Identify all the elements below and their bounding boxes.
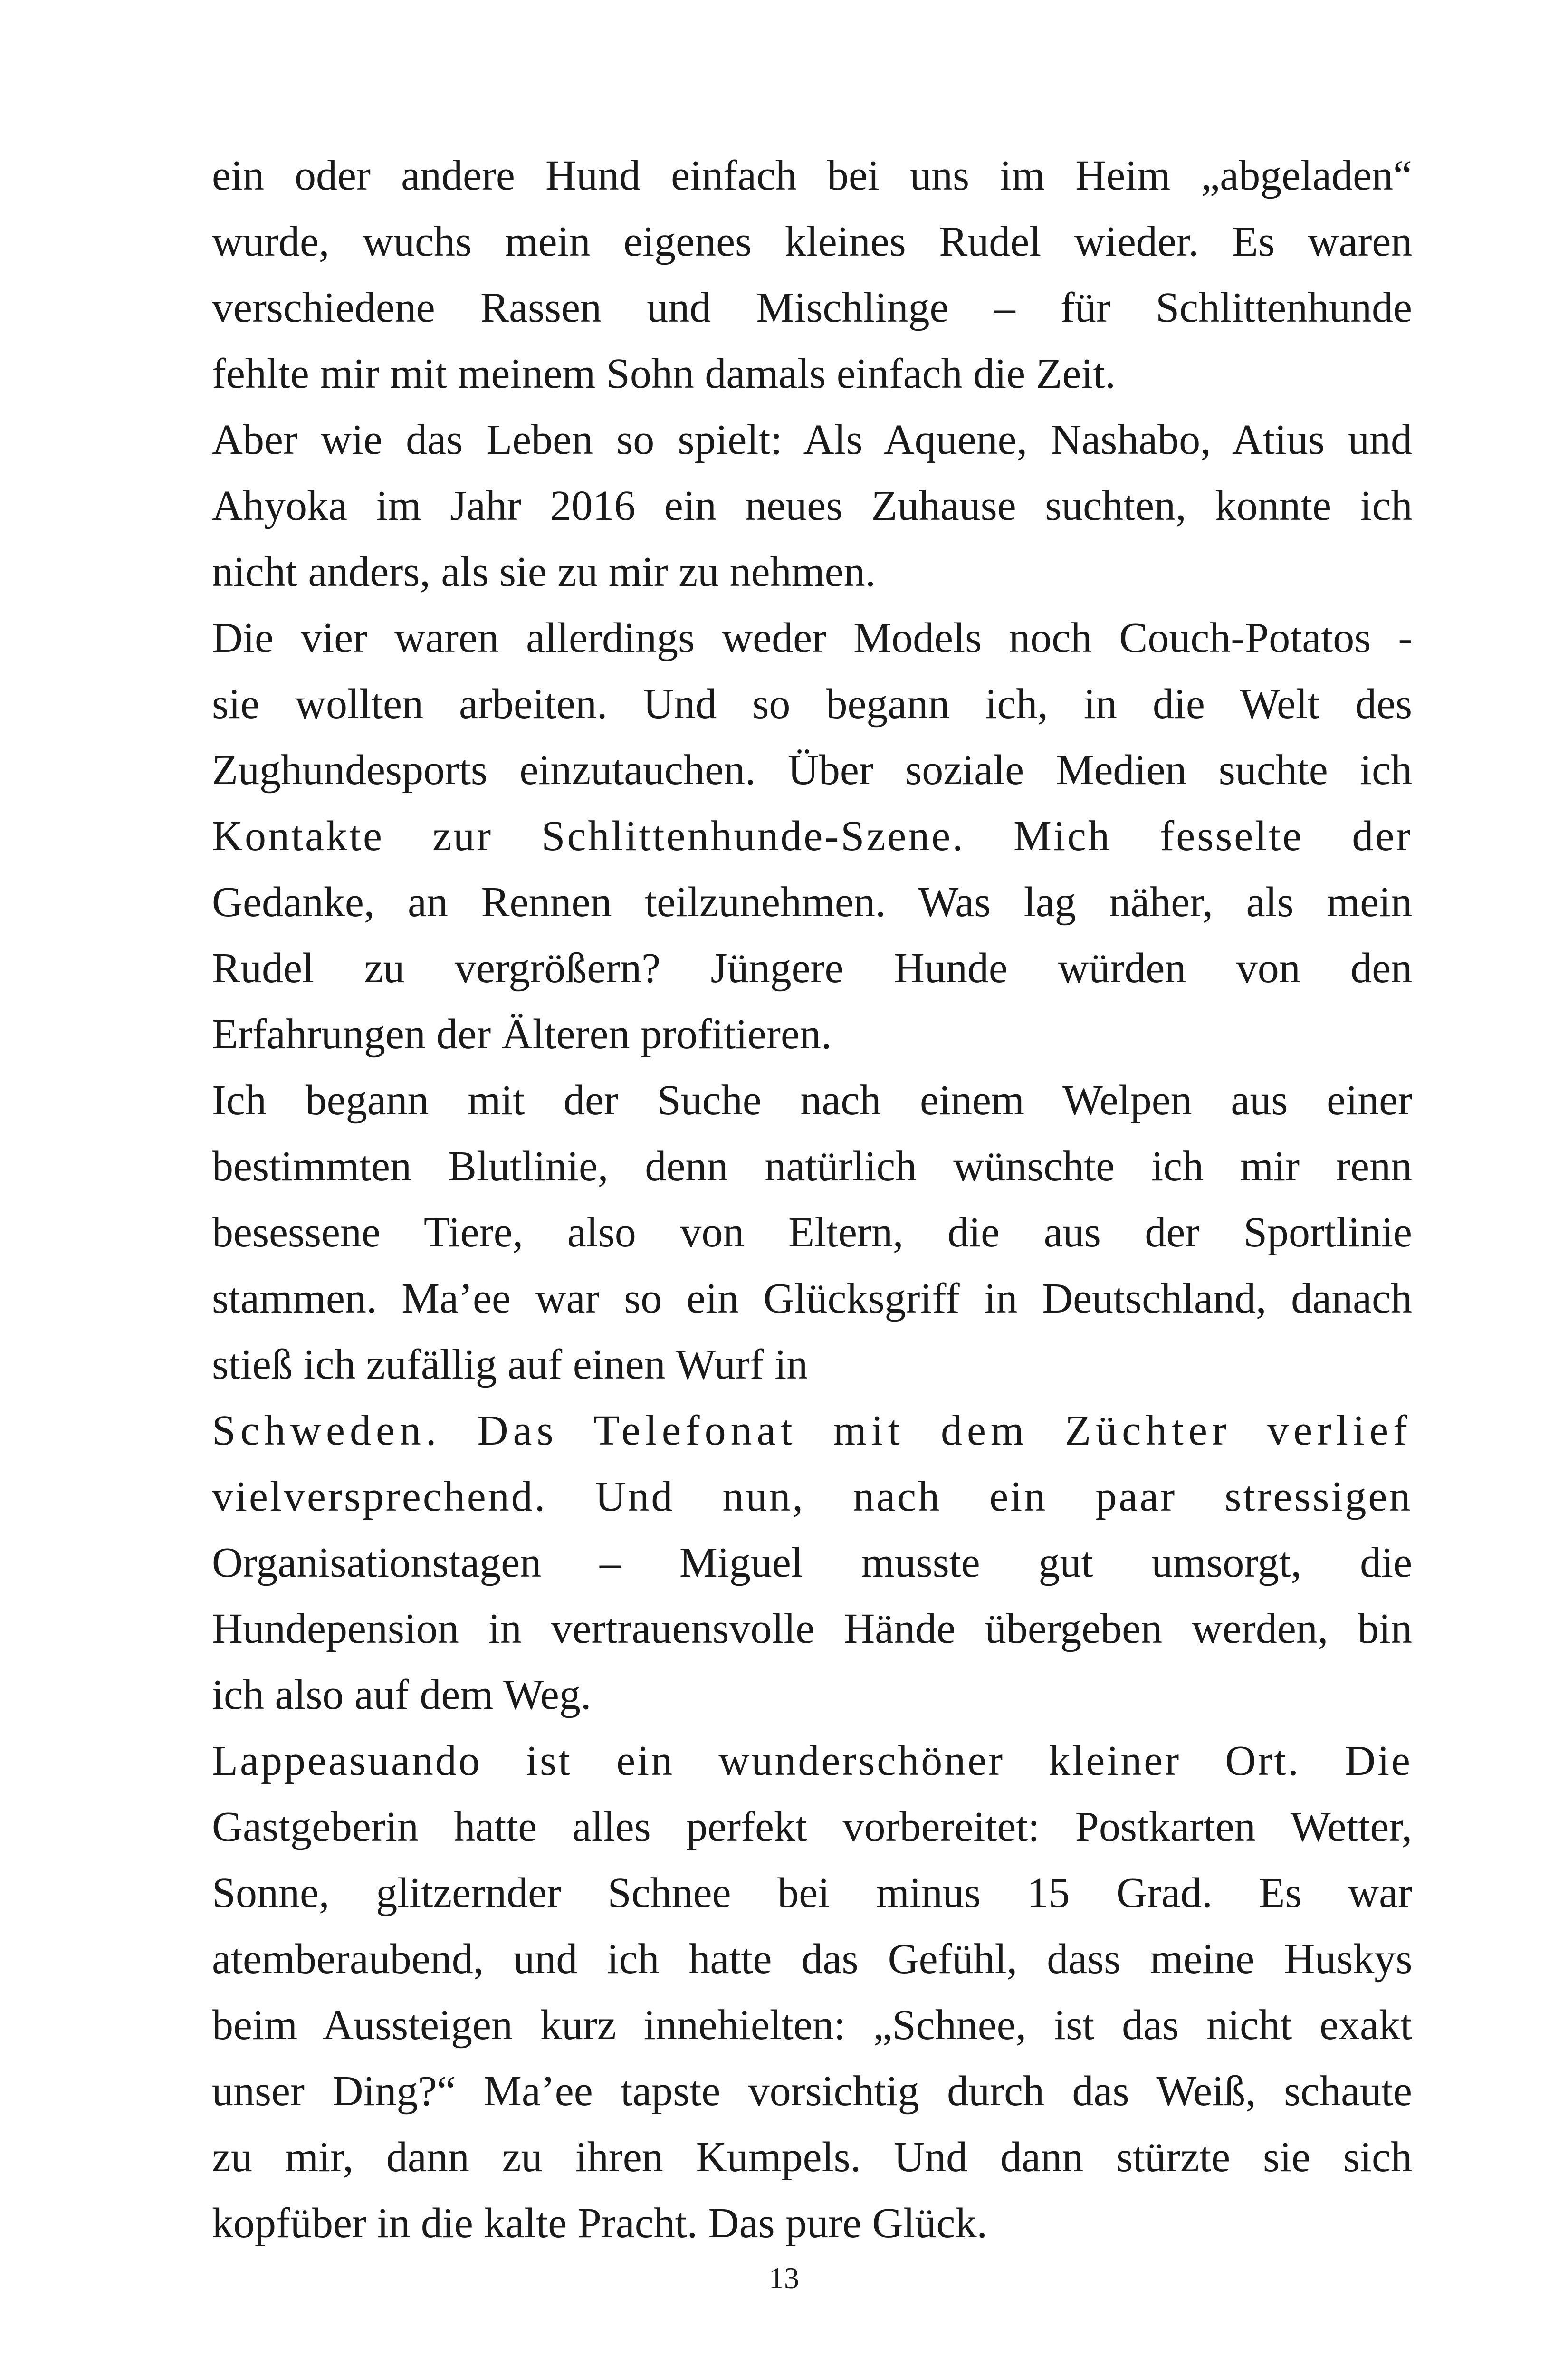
text-line: vielversprechend. Und nun, nach ein paar stressigen	[212, 1473, 1413, 1520]
text-line: Rudel zu vergrößern? Jüngere Hunde würden von den	[212, 945, 1413, 992]
text-line: Die vier waren allerdings weder Models noch Couch-Potatos -	[212, 614, 1413, 661]
text-line: kopfüber in die kalte Pracht. Das pure Glück.	[212, 2200, 987, 2247]
text-line: beim Aussteigen kurz innehielten: „Schnee, ist das nicht exakt	[212, 2002, 1412, 2049]
text-line: Kontakte zur Schlittenhunde-Szene. Mich fesselte der	[212, 813, 1413, 860]
text-line: Sonne, glitzernder Schnee bei minus 15 Grad. Es war	[212, 1869, 1412, 1916]
text-line: ich also auf dem Weg.	[212, 1671, 592, 1718]
text-line: Lappeasuando ist ein wunderschöner kleiner Ort. Die	[212, 1737, 1412, 1784]
text-line: unser Ding?“ Ma’ee tapste vorsichtig durch das Weiß, schaute	[212, 2068, 1412, 2115]
text-line: Hundepension in vertrauensvolle Hände übergeben werden, bin	[212, 1605, 1413, 1652]
text-line: verschiedene Rassen und Mischlinge – für Schlittenhunde	[212, 284, 1412, 331]
text-line: stammen. Ma’ee war so ein Glücksgriff in Deutschland, danach	[212, 1275, 1412, 1322]
text-line: Aber wie das Leben so spielt: Als Aquene, Nashabo, Atius und	[212, 416, 1412, 463]
text-line: stieß ich zufällig auf einen Wurf in	[212, 1341, 808, 1388]
text-line: bestimmten Blutlinie, denn natürlich wünschte ich mir renn	[212, 1143, 1412, 1190]
text-line: zu mir, dann zu ihren Kumpels. Und dann stürzte sie sich	[212, 2134, 1412, 2181]
text-line: ein oder andere Hund einfach bei uns im Heim „abgeladen“	[212, 152, 1412, 199]
text-line: Erfahrungen der Älteren profitieren.	[212, 1011, 832, 1058]
text-line: Zughundesports einzutauchen. Über soziale Medien suchte ich	[212, 747, 1412, 794]
body-text	[212, 143, 1412, 2256]
text-line: Gedanke, an Rennen teilzunehmen. Was lag näher, als mein	[212, 879, 1413, 926]
text-line: sie wollten arbeiten. Und so begann ich, in die Welt des	[212, 680, 1412, 728]
text-line: wurde, wuchs mein eigenes kleines Rudel wieder. Es waren	[212, 218, 1413, 265]
text-line: besessene Tiere, also von Eltern, die aus der Sportlinie	[212, 1209, 1412, 1256]
text-line: fehlte mir mit meinem Sohn damals einfach die Zeit.	[212, 350, 1116, 397]
text-line: Ich begann mit der Suche nach einem Welpen aus einer	[212, 1077, 1412, 1124]
text-line: Gastgeberin hatte alles perfekt vorbereitet: Postkarten Wetter,	[212, 1803, 1413, 1850]
page-number: 13	[769, 2261, 799, 2295]
text-line: Schweden. Das Telefonat mit dem Züchter verlief	[212, 1407, 1412, 1454]
text-line: Ahyoka im Jahr 2016 ein neues Zuhause suchten, konnte ich	[212, 482, 1413, 529]
text-line: Organisationstagen – Miguel musste gut umsorgt, die	[212, 1539, 1413, 1586]
text-line: atemberaubend, und ich hatte das Gefühl, dass meine Huskys	[212, 1935, 1413, 1983]
text-line: nicht anders, als sie zu mir zu nehmen.	[212, 548, 876, 595]
